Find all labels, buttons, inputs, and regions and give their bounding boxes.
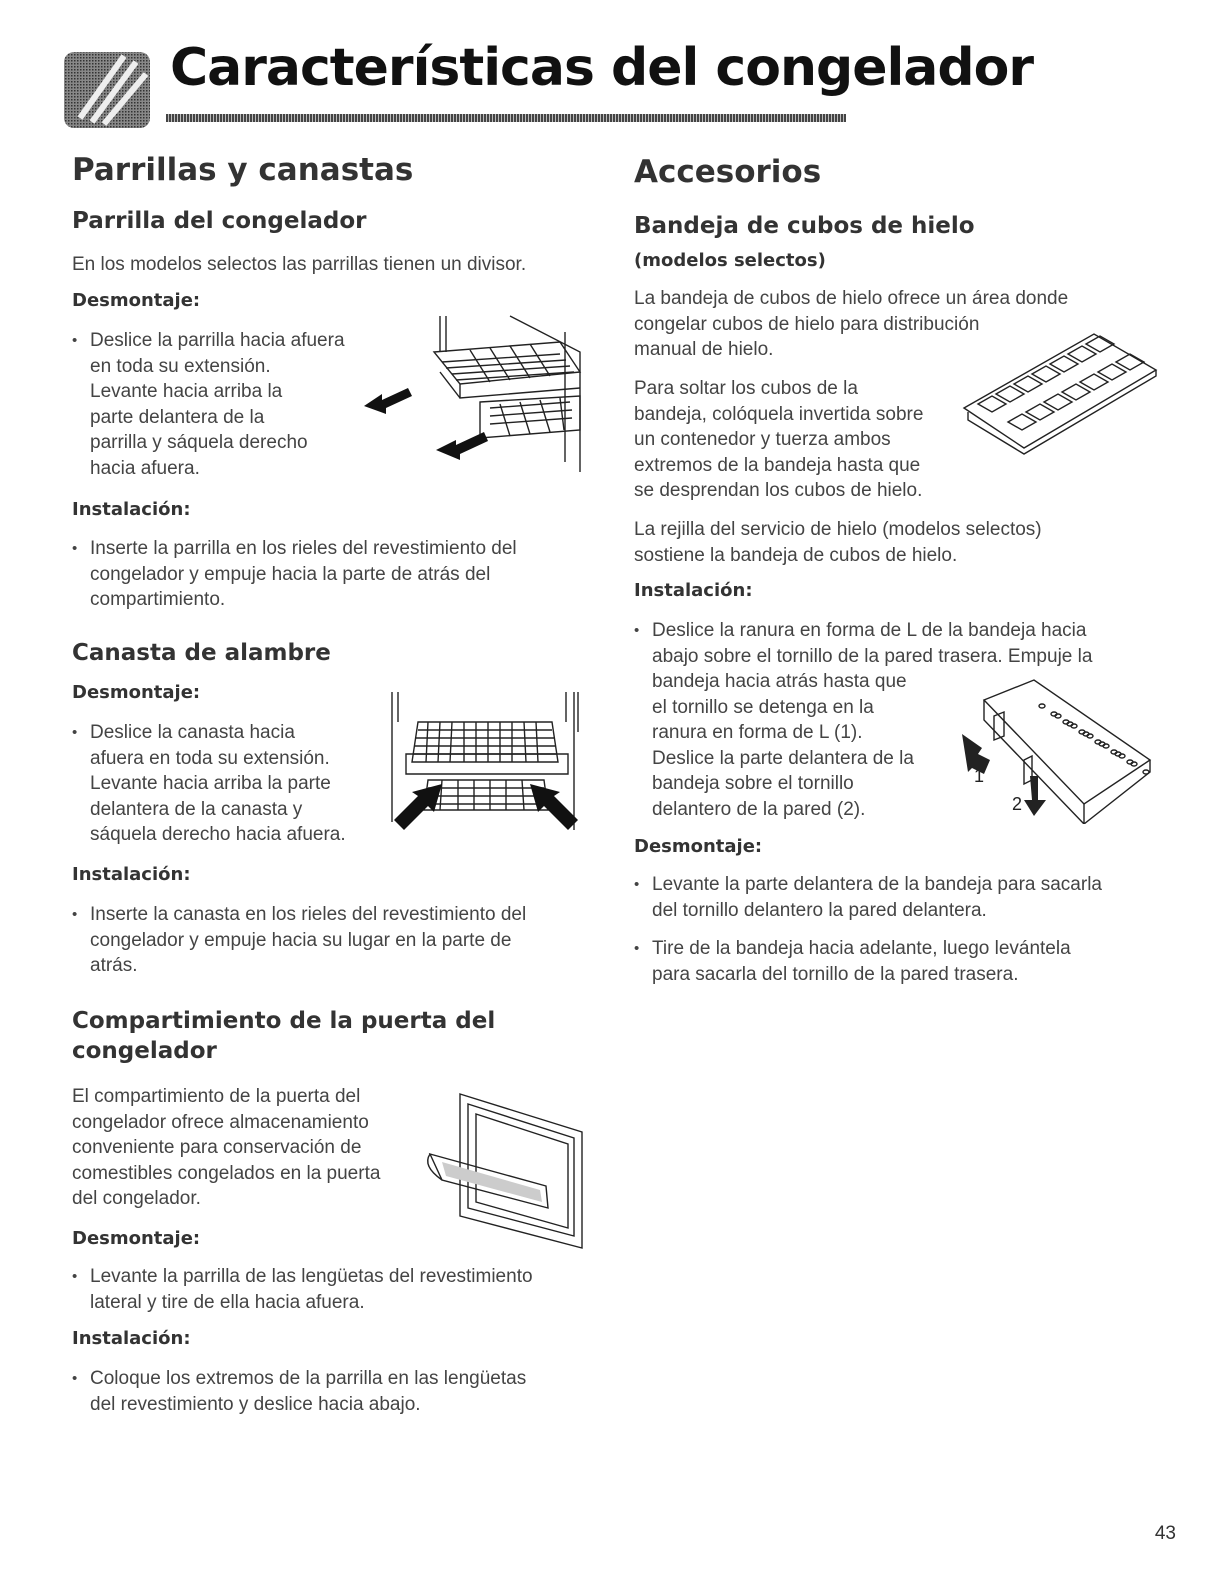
text-line: bandeja hacia atrás hasta que bbox=[652, 671, 907, 692]
ice-cube-cell bbox=[1032, 366, 1060, 382]
text-line: conveniente para conservación de bbox=[72, 1137, 362, 1158]
ice-tray-p3 bbox=[634, 517, 1042, 568]
snowflake-logo-icon bbox=[62, 48, 152, 130]
text-line: congelador y empuje hacia su lugar en la parte de bbox=[90, 929, 512, 951]
shelf-intro: En los modelos selectos las parrillas tienen un divisor. bbox=[72, 254, 527, 275]
text-line: Deslice la parte delantera de la bbox=[652, 747, 914, 769]
rack-hole bbox=[1143, 770, 1149, 774]
text-line: lateral y tire de ella hacia afuera. bbox=[90, 1291, 365, 1313]
ice-cube-cell bbox=[1014, 376, 1042, 392]
text-line: parrilla y sáquela derecho bbox=[90, 432, 308, 453]
text-line: ranura en forma de L (1). bbox=[652, 722, 863, 743]
heading-wire-basket: Canasta de alambre bbox=[72, 640, 331, 666]
door-install-bullet bbox=[72, 1366, 526, 1417]
ice-cube-cell bbox=[1098, 364, 1126, 380]
basket-install-label: Instalación: bbox=[72, 864, 191, 885]
shelf-removal-bullet bbox=[72, 328, 345, 481]
ice-rack-illustration bbox=[954, 676, 1158, 824]
tray-removal-bullet-1 bbox=[634, 872, 1102, 923]
heading-door-compartment bbox=[72, 1006, 495, 1066]
basket-removal-illustration bbox=[388, 692, 584, 832]
text-line: bandeja, colóquela invertida sobre bbox=[634, 403, 924, 425]
text-line: • Levante la parrilla de las lengüetas del revestimiento bbox=[90, 1266, 533, 1287]
ice-cube-cell bbox=[1086, 336, 1114, 352]
door-install-label: Instalación: bbox=[72, 1328, 191, 1349]
text-line: Para soltar los cubos de la bbox=[634, 378, 858, 399]
ice-tray-p2 bbox=[634, 376, 923, 504]
rack-hole bbox=[1039, 704, 1045, 708]
text-line: un contenedor y tuerza ambos bbox=[634, 429, 891, 450]
text-line: el tornillo se detenga en la bbox=[652, 696, 874, 718]
text-line: Levante hacia arriba la parte bbox=[90, 773, 331, 794]
text-line: congelador y empuje hacia la parte de atrás del bbox=[90, 563, 491, 585]
ice-tray-subheading: (modelos selectos) bbox=[634, 250, 826, 271]
text-line: Levante hacia arriba la bbox=[90, 381, 283, 402]
ice-cube-cell bbox=[1080, 374, 1108, 390]
text-line: congelador ofrece almacenamiento bbox=[72, 1111, 369, 1133]
text-line: del revestimiento y deslice hacia abajo. bbox=[90, 1393, 421, 1415]
text-line: delantera de la canasta y bbox=[90, 798, 303, 820]
tray-install-label: Instalación: bbox=[634, 580, 753, 601]
ice-cube-tray-illustration bbox=[954, 326, 1164, 456]
text-line: • Tire de la bandeja hacia adelante, luego levántela bbox=[652, 938, 1071, 959]
ice-cube-cell bbox=[1044, 394, 1072, 410]
page-title: Características del congelador bbox=[170, 38, 1033, 98]
text-line: • Levante la parte delantera de la bandeja para sacarla bbox=[652, 874, 1102, 895]
shelf-removal-label: Desmontaje: bbox=[72, 290, 201, 311]
ice-cube-cell bbox=[1068, 346, 1096, 362]
text-line: La bandeja de cubos de hielo ofrece un área donde bbox=[634, 288, 1069, 309]
ice-cube-cell bbox=[996, 386, 1024, 402]
text-line: del congelador. bbox=[72, 1188, 201, 1209]
ice-cube-cell bbox=[1008, 414, 1036, 430]
text-line: sostiene la bandeja de cubos de hielo. bbox=[634, 544, 958, 566]
heading-line: congelador bbox=[72, 1038, 217, 1064]
door-intro bbox=[72, 1084, 380, 1212]
text-line: bandeja sobre el tornillo bbox=[652, 773, 854, 794]
callout-2: 2 bbox=[1012, 794, 1023, 814]
text-line: congelar cubos de hielo para distribución bbox=[634, 313, 980, 335]
text-line: sáquela derecho hacia afuera. bbox=[90, 824, 346, 845]
text-line: • Inserte la canasta en los rieles del revestimiento del bbox=[90, 904, 527, 925]
door-removal-label: Desmontaje: bbox=[72, 1228, 201, 1249]
text-line: para sacarla del tornillo de la pared trasera. bbox=[652, 963, 1019, 985]
section-heading-accessories: Accesorios bbox=[634, 154, 822, 190]
text-line: compartimiento. bbox=[90, 589, 226, 610]
basket-removal-bullet bbox=[72, 720, 346, 848]
section-heading-shelves: Parrillas y canastas bbox=[72, 152, 414, 188]
text-line: comestibles congelados en la puerta bbox=[72, 1162, 381, 1184]
ice-cube-cell bbox=[1026, 404, 1054, 420]
text-line: se desprendan los cubos de hielo. bbox=[634, 480, 923, 501]
text-line: hacia afuera. bbox=[90, 457, 200, 479]
shelf-install-bullet bbox=[72, 536, 517, 613]
text-line: atrás. bbox=[90, 955, 138, 976]
heading-ice-tray: Bandeja de cubos de hielo bbox=[634, 213, 975, 239]
text-line: manual de hielo. bbox=[634, 339, 774, 360]
callout-1: 1 bbox=[974, 766, 985, 786]
shelf-install-label: Instalación: bbox=[72, 499, 191, 520]
text-line: abajo sobre el tornillo de la pared trasera. Empuje la bbox=[652, 645, 1093, 667]
text-line: • Deslice la ranura en forma de L de la bandeja hacia bbox=[652, 620, 1087, 641]
shelf-removal-illustration bbox=[360, 312, 582, 474]
text-line: extremos de la bandeja hasta que bbox=[634, 454, 921, 476]
basket-install-bullet bbox=[72, 902, 526, 979]
text-line: delantero de la pared (2). bbox=[652, 798, 866, 820]
text-line: La rejilla del servicio de hielo (modelos selectos) bbox=[634, 519, 1042, 540]
text-line: • Deslice la canasta hacia bbox=[90, 722, 295, 743]
text-line: El compartimiento de la puerta del bbox=[72, 1086, 361, 1107]
heading-freezer-shelf: Parrilla del congelador bbox=[72, 208, 367, 234]
text-line: • Inserte la parrilla en los rieles del revestimiento del bbox=[90, 538, 517, 559]
door-bin-illustration bbox=[420, 1090, 586, 1250]
text-line: • Deslice la parrilla hacia afuera bbox=[90, 330, 345, 351]
text-line: en toda su extensión. bbox=[90, 355, 271, 377]
text-line: del tornillo delantero la pared delantera. bbox=[652, 899, 987, 921]
text-line: • Coloque los extremos de la parrilla en las lengüetas bbox=[90, 1368, 527, 1389]
door-removal-bullet bbox=[72, 1264, 533, 1315]
basket-removal-label: Desmontaje: bbox=[72, 682, 201, 703]
ice-cube-cell bbox=[1062, 384, 1090, 400]
text-line: parte delantera de la bbox=[90, 406, 265, 428]
page-number: 43 bbox=[1154, 1523, 1176, 1544]
tray-removal-bullet-2 bbox=[634, 936, 1071, 987]
tray-removal-label: Desmontaje: bbox=[634, 836, 763, 857]
ice-cube-cell bbox=[1050, 356, 1078, 372]
ice-cube-cell bbox=[1116, 354, 1144, 370]
title-rule bbox=[166, 114, 846, 122]
heading-line: Compartimiento de la puerta del bbox=[72, 1008, 496, 1034]
text-line: afuera en toda su extensión. bbox=[90, 747, 330, 769]
